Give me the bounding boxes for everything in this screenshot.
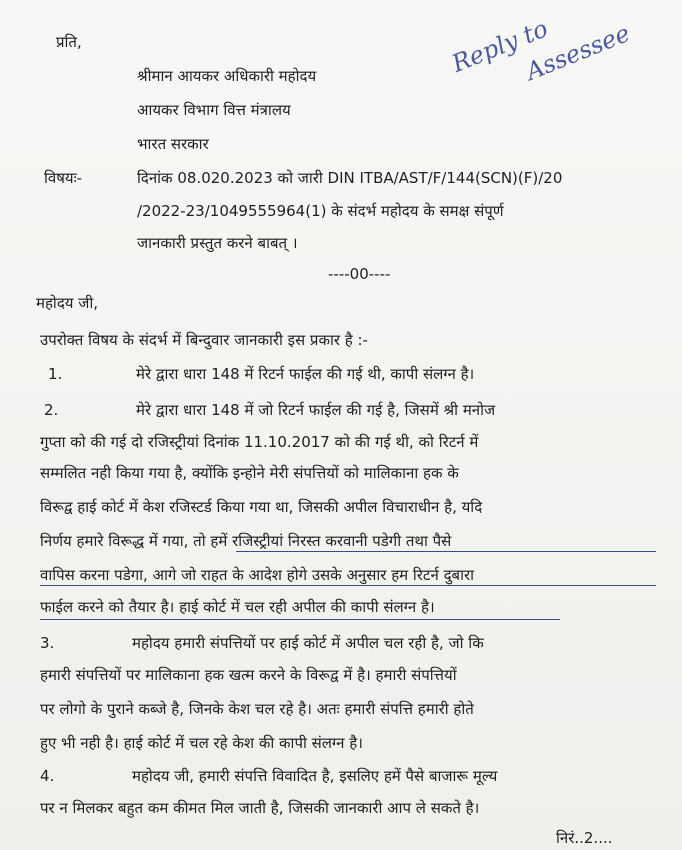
intro-line: उपरोक्त विषय के संदर्भ में बिन्दुवार जानकारी इस प्रकार है :- [40, 331, 368, 349]
separator: ----00---- [328, 265, 391, 283]
point-2-line-3: सम्मलित नही किया गया है, क्योंकि इन्होने मेरी संपत्तियों को मालिकाना हक के [40, 464, 459, 482]
point-4-number: 4. [40, 767, 55, 785]
point-2-line-4: विरूद्व हाई कोर्ट में केश रजिस्टर्ड किया गया था, जिसकी अपील विचाराधीन है, यदि [40, 498, 483, 516]
page-footer: निरं..2.... [556, 829, 613, 847]
greeting: महोदय जी, [36, 294, 99, 312]
pen-underline-3 [40, 619, 560, 620]
point-3-line-2: हमारी संपत्तियों पर मालिकाना हक खत्म करने के विरूद्व में है। हमारी संपत्तियों [40, 666, 457, 684]
point-2-line-7: फाईल करने को तैयार है। हाई कोर्ट में चल रही अपील की कापी संलग्न है। [40, 598, 435, 616]
point-1-line-1: मेरे द्वारा धारा 148 में रिटर्न फाईल की गई थी, कापी संलग्न है। [136, 365, 475, 383]
point-3-line-4: हुए भी नही है। हाई कोर्ट में चल रहे केश की कापी संलग्न है। [40, 734, 363, 752]
point-2-line-1: मेरे द्वारा धारा 148 में जो रिटर्न फाईल की गई है, जिसमें श्री मनोज [136, 401, 496, 419]
recipient-line-1: श्रीमान आयकर अधिकारी महोदय [137, 67, 317, 85]
salutation-to: प्रति, [56, 33, 82, 51]
point-2-line-6: वापिस करना पडेगा, आगे जो राहत के आदेश होगे उसके अनुसार हम रिटर्न दुबारा [40, 566, 475, 584]
point-2-line-5: निर्णय हमारे विरूद्ध में गया, तो हमें रजिस्ट्रीयां निरस्त करवानी पडेगी तथा पैसे [40, 532, 452, 550]
subject-line-1: दिनांक 08.020.2023 को जारी DIN ITBA/AST/F/144(SCN)(F)/20 [137, 169, 563, 187]
subject-label: विषयः- [44, 169, 83, 187]
point-3-line-3: पर लोगो के पुराने कब्जे है, जिनके केश चल रहे है। अतः हमारी संपत्ति हमारी होते [40, 700, 474, 718]
point-3-line-1: महोदय हमारी संपत्तियों पर हाई कोर्ट में अपील चल रही है, जो कि [132, 634, 484, 652]
point-4-line-1: महोदय जी, हमारी संपत्ति विवादित है, इसलिए हमें पैसे बाजारू मूल्य [132, 767, 498, 785]
point-4-line-2: पर न मिलकर बहुत कम कीमत मिल जाती है, जिसकी जानकारी आप ले सकते है। [40, 799, 480, 817]
subject-line-2: /2022-23/1049555964(1) के संदर्भ महोदय के समक्ष संपूर्ण [137, 202, 504, 220]
point-2-number: 2. [44, 401, 59, 419]
subject-line-3: जानकारी प्रस्तुत करने बाबत् । [137, 234, 298, 252]
pen-underline-2 [40, 585, 656, 586]
recipient-line-3: भारत सरकार [137, 135, 209, 153]
point-2-line-2: गुप्ता को की गई दो रजिस्ट्रीयां दिनांक 11.10.2017 को की गई थी, को रिटर्न में [40, 433, 479, 451]
pen-underline-1 [236, 551, 656, 552]
recipient-line-2: आयकर विभाग वित्त मंत्रालय [137, 101, 291, 119]
handwritten-note-line-1: Reply to [448, 14, 552, 78]
handwritten-note-line-2: Assessee [522, 19, 634, 86]
point-3-number: 3. [40, 634, 55, 652]
point-1-number: 1. [48, 365, 63, 383]
